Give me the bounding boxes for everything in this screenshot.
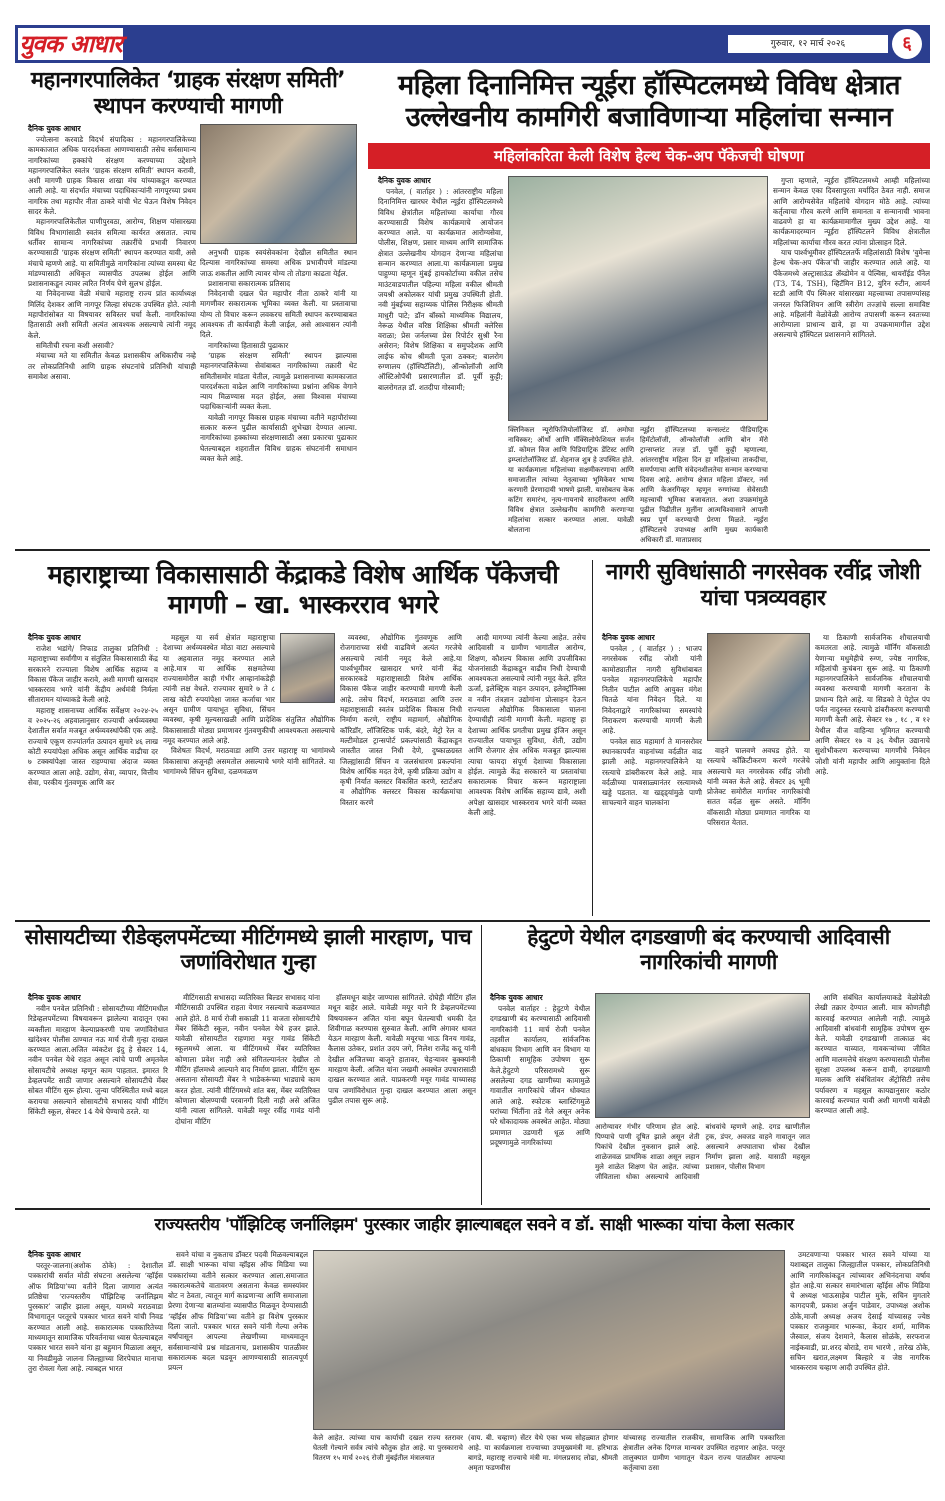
article-headline: हेदुटणे येथील दगडखाणी बंद करण्याची आदिवासी नागरिकांची मागणी — [527, 925, 890, 975]
paragraph: महसूल या सर्व क्षेत्रांत महाराष्ट्राचा देशाच्या अर्थव्यवस्थेत मोठा वाटा असल्याचे या अहवालात नमूद करण्यात आले आहे.मात्र या आर्थिक सक्षमतेच्या राज्यासमोरील काही गंभीर आव्हानांकडेही त्यांनी लक्ष वेधले. राज्यावर सुमारे ७ ते ८ लाख कोटी रुपयांपेक्षा जास्त कर्जाचा भार असून ग्रामीण पायाभूत सुविधा, सिंचन व्यवस्था, कृषी मूल्यसाखळी आणि प्रादेशिक संतुलित औद्योगिक विकासासाठी मोठ्या प्रमाणावर गुंतवणुकीची आवश्यकता असल्याचे नमूद करण्यात आले आहे. — [163, 633, 335, 745]
article-body-column — [200, 248, 357, 543]
article-body-column — [163, 633, 335, 916]
article-body-column — [790, 1250, 930, 1491]
paragraph: नवीन पनवेल प्रतिनिधी : सोसायटीच्या मीटिंगमधील रिडेव्हलपमेंटच्या विषयावरून झालेल्या वादातून एका व्यक्तीला मारहाण केल्याप्रकरणी पाच जणांविरोधात खांदेश्वर पोलीस ठाण्यात नऊ मार्च रोजी गुन्हा दाखल करण्यात आला.अजित व्यंकटेश इंदु हे सेक्टर 14, नवीन पनवेल येथे राहत असून त्यांचे पाणी अमृतवेल सोसायटीचे अध्यक्ष म्हणून काम पाहतात. इमारत रि डेव्हलपमेंट साठी जाणार असल्याने सोसायटीचे मेंबर सोबत मीटिंग सुरू होत्या. जुन्या परिस्थितीत मध्ये बदल करायचा असल्याने सोसायटीचे सभासद यांची मीटिंग सिंकेटी स्कूल, सेक्टर 14 येथे घेण्याचे ठरले. या — [28, 1004, 168, 1116]
article-body-column — [313, 1433, 463, 1491]
paragraph: पनवेल, ( वार्ताहर ) : आंतरराष्ट्रीय महिला दिनानिमित्त खारघर येथील न्यूईरा हॉस्पिटलमध्ये विविध क्षेत्रांतील महिलांच्या कार्याचा गौरव करण्यासाठी विशेष कार्यक्रमाचे आयोजन करण्यात आले. या कार्यक्रमात आरोग्यसेवा, पोलीस, शिक्षण, प्रसार माध्यम आणि सामाजिक क्षेत्रात उल्लेखनीय योगदान देणाऱ्या महिलांचा सन्मान करण्यात आला.या कार्यक्रमाला प्रमुख पाहुण्या म्हणून मुंबई हायकोर्टाच्या वकील तसेच माउंटवाडपातील पहिल्या महिला वकील श्रीमती जयश्री अकोलकर यांची प्रमुख उपस्थिती होती. नवी मुंबईच्या सहाय्यक पोलिस निरीक्षक श्रीमती माधुरी पाटे; डॉन बॉस्को माध्यमिक विद्यालय, नेरूळ येथील वरिष्ठ शिक्षिका श्रीमती क्लेरिस वराळा; प्रेस जर्नलच्या प्रेस रिपोर्टर सुश्री रैना असेरान; विशेष शिक्षिका व समुपदेशक आणि लाईफ कोच श्रीमती पूजा ठक्कर; बालरोग रुग्णालय (हॉस्पिटॅलिटी), ऑन्कोलॉजी आणि ऑस्टिओपॅथी प्रसारणातील डॉ. पूर्वी कुट्टी; बालरोगतज्ञ डॉ. शतदीपा गोस्वामी; — [378, 187, 503, 392]
article-body-column — [707, 746, 810, 916]
paragraph: या पुरस्काराचे वितरण १५ मार्च २०२६ रोजी मुंबईतील मंत्रालयात — [313, 1444, 463, 1462]
paragraph: पनवेल साठ महामार्ग ते मानसरोवर स्थानकापर्यंत वाहनांच्या वर्दळीत वाढ झाली आहे. महानगरपालिकेने या रस्त्याचे डांबरीकरण केले आहे. मात्र वर्दळीच्या पावसाळ्यानंतर रस्त्यामध्ये खड्डे पडतात. या खड्ड्यांमुळे पाणी साचल्याने वाहन चालकांना — [602, 736, 702, 808]
article-body-column — [773, 176, 930, 543]
paragraph: आदी मागण्या त्यांनी केल्या आहेत. तसेच आदिवासी व ग्रामीण भागातील आरोग्य, शिक्षण, कौशल्य विकास आणि उपजीविका योजनांसाठी केंद्राकडून वाढीव निधी देण्याची आवश्यकता असल्याचे त्यांनी नमूद केले. हरित ऊर्जा, इलेक्ट्रिक वाहन उत्पादन, इलेक्ट्रॉनिक्स व नवीन तंत्रज्ञान उद्योगांना प्रोत्साहन देऊन राज्याला औद्योगिक विकासाला चालना देण्याचीही त्यांनी मागणी केली. महाराष्ट्र हा देशाच्या आर्थिक प्रगतीचा प्रमुख इंजिन असून राज्यातील पायाभूत सुविधा, शेती, उद्योग आणि रोजगार क्षेत्र अधिक मजबूत झाल्यास त्याचा फायदा संपूर्ण देशाच्या विकासाला होईल. त्यामुळे केंद्र सरकारने या प्रस्तावांचा सकारात्मक विचार करून महाराष्ट्राला आवश्यक विशेष आर्थिक सहाय्य द्यावे, अशी अपेक्षा खासदार भास्करराव भगरे यांनी व्यक्त केली आहे. — [468, 633, 586, 818]
portrait-photo — [280, 633, 335, 703]
paragraph: आणि संबंधित कार्यालयाकडे वेळोवेळी लेखी तक्रार देण्यात आली. मात्र कोणतीही कारवाई करण्यात आलेली नाही. त्यामुळे आदिवासी बांधवांनी सामूहिक उपोषण सुरू केले. यावेळी दगडखाणी तात्काळ बंद करण्यात याव्यात, गावकऱ्यांच्या जीवित आणि मालमत्तेचे संरक्षण करण्यासाठी पोलीस सुरक्षा उपलब्ध करून द्यावी, दगडखाणी मालक आणि संबंधितांवर ॲट्रोसिटी तसेच पर्यावरण व महसूल कायद्यानुसार कठोर कारवाई करण्यात यावी अशी मागणी यावेळी करण्यात आली आहे. — [815, 993, 930, 1116]
paragraph: केले आहेत. त्यांच्या याच कार्याची दखल राज्य स्तरावर घेतली गेल्याने सर्वत्र त्यांचे कौतुक होत आहे. — [313, 1434, 463, 1452]
article-body-column: (वाय. बी. चव्हाण) सेंटर येथे एका भव्य सोहळ्यात होणार आहे. या कार्यक्रमाला राज्याच्या उपमुख्यमंत्री मा. हरिभाऊ बागडे, महाराष्ट्र राज्याचे मंत्री मा. मंगलप्रसाद लोढा, श्रीमती अमृता फडणवीस — [468, 1434, 618, 1472]
article-body-column — [340, 633, 462, 916]
paragraph: ‘ग्राहक संरक्षण समिती’ स्थापन झाल्यास महानगरपालिकेच्या सेवांबाबत नागरिकांच्या तक्रारी थेट समितीसमोर मांडता येतील, त्यामुळे प्रशासनाच्या कामकाजात पारदर्शकता वाढेल आणि नागरिकांच्या प्रश्नांना अधिक वेगाने न्याय मिळण्यास मदत होईल, असा विश्वास मंचाच्या पदाधिकाऱ्यांनी व्यक्त केला. — [200, 350, 357, 412]
article-body-column — [28, 1004, 168, 1204]
article-byline: दैनिक युवक आधार — [378, 176, 431, 185]
subheading: प्रशासनाचा सकारात्मक प्रतिसाद — [208, 278, 291, 288]
article-photo — [595, 993, 810, 1118]
article-headline: महाराष्ट्राच्या विकासासाठी केंद्राकडे विशेष आर्थिक पॅकेजची मागणी – खा. भास्करराव भगरे — [47, 560, 559, 619]
paragraph: हॉलमधून बाहेर जाण्यास सांगितले. दोघेही मीटिंग हॉल मधून बाहेर आले. यावेळी मयूर याने रि डेव्हलपमेंटच्या विषयावरून अजित यांना बघून घेतल्याची धमकी देत शिवीगाळ करण्यास सुरुवात केली. आणि अंगावर धावत येऊन मारहाण केली. यावेळी मयूरचा भाऊ विनय गावंड, कैलास उतेकर, प्रशांत उदय जगे, निलेश राजेंद्र कदू यांनी देखील अजितच्या बाजूने हातावर, चेहऱ्यावर बुक्क्यांनी मारहाण केली. अजित यांना जखमी अवस्थेत उपचारासाठी दाखल करण्यात आले. याप्रकरणी मयूर गावंड याच्यासह पाच जणांविरोधात गुन्हा दाखल करण्यात आला असून पुढील तपास सुरू आहे. — [328, 993, 476, 1105]
paragraph: पनवेल वार्ताहर : हेदुटणे येथील दगडखाणी बंद करण्यासाठी आदिवासी नागरिकांनी 11 मार्च रोजी पनवेल तहसील कार्यालय, सांर्वजनिक बांधकाम विभाग आणि वन विभाग या ठिकाणी सामूहिक उपोषण सुरू केले.हेदुटणे परिसरामध्ये सुरू असलेल्या दगड खाणीच्या कामामुळे गावातील नागरिकांचे जीवन धोक्यात आले आहे. स्फोटक ब्लास्टिंगमुळे घरांच्या भिंतींना तडे गेले असून अनेक घरे धोकादायक अवस्थेत आहेत. मोठ्या प्रमाणात उडणारी धूळ आणि प्रदूषणामुळे नागरिकांच्या — [490, 1004, 590, 1147]
article-body-column — [168, 1250, 308, 1491]
article-body-column: क्लिनिकल न्यूरोफिजियोलॉजिस्ट डॉ. अमोघा नाविस्कर; ऑर्थो आणि मॅक्सिलोफेशियल सर्जन डॉ. कोमल विज आणि पिडियाट्रिक डेंटिस्ट आणि इम्प्लांटोलॉजिस्ट डॉ. शेहनाज शुत्र हे उपस्थित होते. या कार्यक्रमाला महिलांच्या सक्षमीकरणाचा आणि समाजातील त्यांच्या नेतृत्वाच्या भूमिकेवर भाष्य करणारी प्रेरणादायी भाषणे झाली. यासोबतच केक कटिंग समारंभ, नृत्य-गायनाचे सादरीकरण आणि विविध क्षेत्रात उल्लेखनीय कामगिरी करणाऱ्या महिलांचा सत्कार करण्यात आला. यावेळी बोलताना — [508, 426, 634, 534]
article-body-column: न्यूईरा हॉस्पिटलच्या कन्सल्टंट पीडियाट्रिक हिमॅटोलॉजी, ऑन्कोलॉजी आणि बोन मॅरो ट्रान्सप्लांट तज्ज्ञ डॉ. पूर्वी कुट्टी म्हणाल्या, आंतरराष्ट्रीय महिला दिन हा महिलांच्या ताकदीचा, समर्पणाचा आणि संवेदनशीलतेचा सन्मान करण्याचा दिवस आहे. आरोग्य क्षेत्रात महिला डॉक्टर, नर्स आणि केअरगिव्हर म्हणून रुग्णांच्या सेवेसाठी महत्त्वाची भूमिका बजावतात. अशा उपक्रमांमुळे पुढील पिढीतील मुलींना आत्मविश्वासाने आपली स्वप्न पूर्ण करण्याची प्रेरणा मिळते. न्यूईरा हॉस्पिटलचे उपाध्यक्ष आणि मुख्य कार्यकारी अधिकारी डॉ. माताप्रसाद — [640, 426, 768, 543]
article-headline: राज्यस्तरीय 'पॉझिटिव्ह जर्नालिझम' पुरस्कार जाहीर झाल्याबद्दल सवने व डॉ. साक्षी भारूका यांचा केला सत्कार — [154, 1215, 794, 1235]
article-body-column — [28, 135, 196, 543]
paragraph: परतूर-जालना(अशोक ठोके) : देशातील पत्रकारांची सर्वात मोठी संघटना असलेल्या ‘व्हॉईस ऑफ मिडिया’च्या वतीने दिला जाणारा अत्यंत प्रतिष्ठेचा ‘राज्यस्तरीय पॉझिटिव्ह जर्नालिझम पुरस्कार’ जाहीर झाला असून, यामध्ये मराठवाडा विभागातून परतूरचे पत्रकार भारत सवने यांची निवड करण्यात आली आहे. सकारात्मक पत्रकारितेच्या माध्यमातून सामाजिक परिवर्तनाचा ध्यास घेतल्याबद्दल पत्रकार भारत सवने यांना हा बहुमान मिळाला असून, या निवडीमुळे जालना जिल्ह्याच्या शिरपेचात मानाचा तुरा रोवला गेला आहे. त्याबद्दल भारत — [28, 1261, 163, 1373]
article-photo — [313, 1250, 785, 1430]
article-body-column — [468, 633, 586, 916]
paragraph: राजेश भडांगे/ निफाड तालुका प्रतिनिधी : महाराष्ट्राच्या सर्वांगीण व संतुलित विकासासाठी केंद्र सरकारने राज्याला विशेष आर्थिक सहाय्य व विकास पॅकेज जाहीर करावे, अशी मागणी खासदार भास्करराव भगरे यांनी केंद्रीय अर्थमंत्री निर्मला सीतारामन यांच्याकडे केली आहे. — [28, 644, 158, 705]
article-body-column — [328, 993, 476, 1204]
subheading: नागरिकांच्या हितासाठी पुढाकार — [208, 340, 289, 350]
article-body-column — [175, 993, 320, 1204]
section-divider — [15, 920, 930, 922]
paragraph: निवेदनाची दखल घेत महापौर नीता ठाकरे यांनी या मागणीवर सकारात्मक भूमिका व्यक्त केली. या प्रस्तावाचा योग्य तो विचार करून लवकरच समिती स्थापन करण्याबाबत आवश्यक ती कार्यवाही केली जाईल, असे आश्वासन त्यांनी दिले. — [200, 289, 357, 340]
article-subheadline: महिलांकरिता केली विशेष हेल्थ चेक-अप पॅकेजची घोषणा — [368, 143, 930, 169]
paragraph: गुप्ता म्हणाले, न्यूईरा हॉस्पिटलमध्ये आम्ही महिलांच्या सन्मान केवळ एका दिवसापुरता मर्यादित ठेवत नाही. समाज आणि आरोग्यसेवेत महिलांचे योगदान मोठे आहे. त्यांच्या कर्तृत्वाचा गौरव करणे आणि समानता व सन्मानाची भावना वाढवणे हा या कार्यक्रमामागील मुख्य उद्देश आहे. या कार्यक्रमादरम्यान न्यूईरा हॉस्पिटलने विविध क्षेत्रातील महिलांच्या कार्याचा गौरव करत त्यांना प्रोत्साहन दिले. — [773, 176, 930, 247]
paragraph: यावेळी नागपूर विकास ग्राहक मंचाच्या वतीने महापौरांच्या सत्कार करून पुढील कार्यासाठी शुभेच्छा देण्यात आल्या. नागरिकांच्या हक्कांच्या संरक्षणासाठी असा प्रकारचा पुढाकार घेतल्याबद्दल शहरातील विविध ग्राहक संघटनांनी समाधान व्यक्त केले आहे. — [200, 412, 357, 463]
article-body-column: यांच्यासह राज्यातील राजकीय, सामाजिक आणि पत्रकारिता क्षेत्रातील अनेक दिग्गज मान्यवर उपस्थित राहणार आहेत. परतूर तालुक्यात ग्रामीण भागातून येऊन राज्य पातळीवर आपल्या कर्तृत्वाचा ठसा — [623, 1434, 785, 1472]
paragraph: या निवेदनाच्या वेळी मंचाचे महाराष्ट्र राज्य प्रांत कार्याध्यक्ष मिलिंद देशकर आणि नागपूर जिल्हा संघटक उपस्थित होते. त्यांनी महापौरांसोबत या विषयावर सविस्तर चर्चा केली. नागरिकांच्या हितासाठी अशी समिती अत्यंत आवश्यक असल्याचे त्यांनी नमूद केले. — [28, 289, 196, 340]
article-headline: महानगरपालिकेत ‘ग्राहक संरक्षण समिती’ स्थापन करण्याची मागणी — [30, 68, 346, 120]
subheading: समितीची रचना कशी असावी? — [36, 340, 114, 350]
paragraph: या ठिकाणी सार्वजनिक शौचालयाची कमतरता आहे. त्यामुळे मॉर्निंग वॉकसाठी येणाऱ्या मधुमेहीचे रुग्ण, ज्येष्ठ नागरिक, महिलांची कुचंबना सुरू आहे. या ठिकाणी महानगरपालिकेने सार्वजनिक शौचालयाची व्यवस्था करण्याची मागणी करताना के प्राधान्य दिले आहे. या सिडको ते पेट्रोल पंप पर्यंत नादुरुस्त रस्त्याचे डांबरीकरण करण्याची मागणी केली आहे. सेक्टर १७ , १८ , व १२ येथील वीज वाहिन्या भूमिगत करण्याची आणि सेक्टर १७ व ३६ येथील उद्यानाचे सुशोभीकरण करण्याच्या मागणीचे निवेदन जोशी यांनी महापौर आणि आयुक्तांना दिले आहे. — [815, 633, 930, 776]
article-photo — [200, 124, 357, 244]
article-body-column: आरोग्यावर गंभीर परिणाम होत आहे. पिण्याचे पाणी दूषित झाले असून शेती पिकांचे देखील नुकसान झाले आहे. शाळेजवळ प्राथमिक शाळा असून लहान मुले शाळेत शिक्षण घेत आहेत. त्यांच्या जीविताला धोका असल्याचे आदिवासी बांधवांचे म्हणणे आहे. दगड खाणीतील ट्रक, डंपर, अवजड वाहने गावातून जात असल्याने अपघाताचा धोका देखील निर्माण झाला आहे. यासाठी महसूल प्रशासन, पोलीस विभाग — [595, 1123, 810, 1181]
article-byline: दैनिक युवक आधार — [602, 633, 655, 642]
article-headline: नागरी सुविधांसाठी नगरसेवक रवींद्र जोशी यांचा पत्रव्यवहार — [605, 560, 921, 612]
article-body-column — [378, 187, 503, 543]
newspaper-logo: युवक आधार — [19, 30, 122, 58]
article-body-column — [28, 644, 158, 916]
article-photo — [508, 176, 768, 421]
article-headline: सोसायटीच्या रीडेव्हलपमेंटच्या मीटिंगमध्ये झाली मारहाण, पाच जणांविरोधात गुन्हा — [24, 925, 472, 975]
paragraph: महानगरपालिकेतील पाणीपुरवठा, आरोग्य, शिक्षण यांसारख्या विविध विभागांसाठी स्वतंत्र समित्या कार्यरत असतात. त्याच धर्तीवर सामान्य नागरिकांच्या तक्रारींचे प्रभावी निवारण करण्यासाठी ‘ग्राहक संरक्षण समिती’ स्थापन करण्यात यावी, असे मंचाचे म्हणणे आहे. या समितीमुळे नागरिकांना त्यांच्या समस्या थेट मांडण्यासाठी अधिकृत व्यासपीठ उपलब्ध होईल आणि प्रशासनाकडून त्यावर त्वरित निर्णय घेणे सुलभ होईल. — [28, 217, 196, 289]
article-body-column — [815, 993, 930, 1204]
paragraph: व्यवस्था, औद्योगिक गुंतवणूक आणि रोजगाराच्या संधी वाढविणे अत्यंत गरजेचे असल्याचे त्यांनी नमूद केले आहे.या पार्श्वभूमीवर खासदार भगरे यांनी केंद्र सरकारकडे महाराष्ट्रासाठी विशेष आर्थिक विकास पॅकेज जाहीर करण्याची मागणी केली आहे. तसेच विदर्भ, मराठवाडा आणि उत्तर महाराष्ट्रासाठी स्वतंत्र प्रादेशिक विकास निधी निर्माण करणे, राष्ट्रीय महामार्ग, औद्योगिक कॉरिडॉर, लॉजिस्टिक पार्क, बंदरे, मेट्रो रेल व मल्टीमोडल ट्रान्सपोर्ट प्रकल्पांसाठी केंद्राकडून जास्तीत जास्त निधी देणे, दुष्काळग्रस्त जिल्ह्यांसाठी सिंचन व जलसंधारण प्रकल्पांना विशेष आर्थिक मदत देणे, कृषी प्रक्रिया उद्योग व कृषी निर्यात क्लस्टर विकसित करणे, स्टार्टअप व औद्योगिक क्लस्टर विकास कार्यक्रमांचा विस्तार करणे — [340, 633, 462, 807]
article-byline: दैनिक युवक आधार — [28, 1250, 81, 1259]
article-body-column — [28, 1261, 163, 1491]
paragraph: वाहने चालवणे अवघड होते. या रस्त्याचे कॉंक्रिटीकरण करणे गरजेचे असल्याचे मत नगरसेवक रवींद्र जोशी यांनी व्यक्त केले आहे. सेक्टर ३६ भूमी प्रोजेक्ट समोरील मार्गावर नागरिकांची सतत वर्दळ सुरू असते. मॉर्निंग वॉकसाठी मोठ्या प्रमाणात नागरिक या परिसरात येतात. — [707, 746, 810, 828]
section-divider — [15, 1208, 930, 1210]
paragraph: पनवेल , ( वार्ताहर ) : भाजप नगरसेवक रवींद्र जोशी यांनी कामोठ्यातील नागरी सुविधांबाबत पनवेल महानगरपालिकेचे महापौर नितीन पाटील आणि आयुक्त मंगेश चितळे यांना निवेदन दिले. या निवेदनाद्वारे नागरिकांच्या समस्यांचे निराकरण करण्याची मागणी केली आहे. — [602, 644, 702, 736]
article-photo — [707, 633, 810, 741]
masthead — [15, 25, 930, 63]
paragraph: सवने यांचा व नुकताच डॉक्टर पदवी मिळवल्याबद्दल डॉ. साक्षी भारूका यांचा व्हॉइस ऑफ मिडिया च्या पत्रकारांच्या वतीने सत्कार करण्यात आला.समाजात नकारात्मकतेचे वातावरण असताना केवळ समस्यांवर बोट न ठेवता, त्यातून मार्ग काढणाऱ्या आणि समाजाला प्रेरणा देणाऱ्या बातम्यांना व्यासपीठ मिळवून देण्यासाठी ‘व्हॉईस ऑफ मिडिया’च्या वतीने हा विशेष पुरस्कार दिला जातो. पत्रकार भारत सवने यांनी गेल्या अनेक वर्षांपासून आपल्या लेखणीच्या माध्यमातून सर्वसामान्यांचे प्रश्न मांडतानाच, प्रशासकीय पातळीवर सकारात्मक बदल घडवून आणण्यासाठी सातत्यपूर्ण प्रयत्न — [168, 1250, 308, 1373]
paragraph: ज्योत्सना करवाडे विदर्भ संपादिका : महानगरपालिकेच्या कामकाजात अधिक पारदर्शकता आणण्यासाठी तसेच सर्वसामान्य नागरिकांच्या हक्कांचे संरक्षण करण्याच्या उद्देशाने महानगरपालिकेत स्वतंत्र ‘ग्राहक संरक्षण समिती’ स्थापन करावी, अशी मागणी ग्राहक विकास शाखा मंच यांच्याकडून करण्यात आली आहे. या संदर्भात मंचाच्या पदाधिकाऱ्यांनी नागपूरच्या प्रथम नागरिक तथा महापौर नीता ठाकरे यांची भेट घेऊन विशेष निवेदन सादर केले. — [28, 135, 196, 217]
column-divider — [592, 560, 593, 916]
article-byline: दैनिक युवक आधार — [28, 124, 81, 133]
article-body-column — [490, 1004, 590, 1204]
article-byline: दैनिक युवक आधार — [490, 993, 543, 1002]
issue-date: गुरुवार, १२ मार्च २०२६ — [728, 35, 888, 53]
column-divider — [481, 925, 482, 1205]
paragraph: उमटवणाऱ्या पत्रकार भारत सवने यांच्या या यशाबद्दल तालुका जिल्ह्यातील पत्रकार, लोकप्रतिनिधी आणि नागरिकांकडून त्यांच्यावर अभिनंदनाचा वर्षाव होत आहे.या सत्कार समारंभाला व्हॉईस ऑफ मिडिया चे अध्यक्ष भाऊसाहेब पाटील मुके, सचिन मुगतारे कागदपत्री, प्रकाश अर्जुन पाडेवार, उपाध्यक्ष अशोक ठोके,माजी अध्यक्ष अजय देसाई यांच्यासह ज्येष्ठ पत्रकार राजकुमार भारूका, केदार शर्मा, माणिक जैस्वाल, संजय देशमाने, कैलास सोळंके, सरफराज नाईकवाडी, प्रा.शरद बोराडे, राम भारणे , तारेख ठोके, सचिन खरात,लक्ष्मण बिल्हारे व जेष्ठ नागरिक भास्करराव चव्हाण आदी उपस्थित होते. — [790, 1250, 930, 1373]
paragraph: मीटिंगसाठी सभासदा व्यतिरिक्त बिल्डर सभासद यांना मीटिंगसाठी उपस्थित राहता येणार नसल्याचे कळवण्यात आले होते. 8 मार्च रोजी सकाळी 11 वाजता सोसायटीचे मेंबर सिंकेटी स्कूल, नवीन पनवेल येथे हजर झाले. यावेळी सोसायटीत राहणारा मयूर गावंड सिंकेटी स्कूलमध्ये आला. या मीटिंगमध्ये मेंबर व्यतिरिक्त कोणाला प्रवेश नाही असे संगितल्यानंतर देखील तो मीटिंग हॉलमध्ये आल्याने वाद निर्माण झाला. मीटिंग सुरू असताना सोसायटी मेंबर ने भाडेकरूंच्या भाड्याचे काम करत होता. त्यांनी मीटिंगमध्ये शांत बस, मेंबर व्यतिरिक्त कोणाला बोलण्याची परवानगी दिली नाही असे अजित यांनी त्याला सांगितले. यावेळी मयूर रवींद्र गावंड यांनी दोघांना मीटिंग — [175, 993, 320, 1126]
article-body-column — [815, 633, 930, 916]
article-byline: दैनिक युवक आधार — [28, 993, 81, 1002]
article-body-column — [602, 644, 702, 916]
article-headline: महिला दिनानिमित्त न्यूईरा हॉस्पिटलमध्ये विविध क्षेत्रात उल्लेखनीय कामगिरी बजाविणाऱ्या महिलांचा सन्मान — [397, 70, 901, 134]
paragraph: महाराष्ट्र शासनाच्या आर्थिक सर्वेक्षण २०२४-२५ व २०२५-२६ अहवालानुसार राज्याची अर्थव्यवस्था देशातील सर्वात मजबूत अर्थव्यवस्थांपैकी एक आहे. राज्याचे एकूण राज्यांतर्गत उत्पादन सुमारे ४६ लाख कोटी रुपयांपेक्षा अधिक असून आर्थिक वाढीचा दर ७ टक्क्यांपेक्षा जास्त राहण्याचा अंदाज व्यक्त करण्यात आला आहे. उद्योग, सेवा, व्यापार, वित्तीय सेवा, परकीय गुंतवणूक आणि कर — [28, 705, 158, 787]
section-divider — [15, 549, 930, 551]
page-number: ६ — [892, 29, 922, 59]
paragraph: विशेषतः विदर्भ, मराठवाडा आणि उत्तर महाराष्ट्र या भागांमध्ये विकासाचा अजूनही असमतोल असल्याचे भगरे यांनी सांगितले. या भागांमध्ये सिंचन सुविधा, दळणवळण — [163, 746, 335, 776]
paragraph: अनुभवी ग्राहक स्वयंसेवकांना देखील समितीत स्थान दिल्यास नागरिकांच्या समस्या अधिक प्रभावीपणे मांडल्या जाऊ शकतील आणि त्यावर योग्य तो तोडगा काढता येईल. — [200, 248, 357, 278]
paragraph: याच पार्श्वभूमीवर हॉस्पिटलतर्फे महिलांसाठी विशेष ‘वुमेन्स हेल्थ चेक-अप पॅकेज’ची जाहीर करण्यात आले आहे. या पॅकेजमध्ये अल्ट्रासाऊंड ॲब्डोमेन व पेल्विस, थायरॉईड पॅनेल (T3, T4, TSH), व्हिटॅमिन B12, युरिन रुटीन, आयर्न स्टडी आणि पॅप स्मिअर यांसारख्या महत्त्वाच्या तपासण्यांसह जनरल फिजिशियन आणि स्त्रीरोग तज्ज्ञांचे सल्ला समाविष्ट आहे. महिलांनी वेळोवेळी आरोग्य तपासणी करून स्वतःच्या आरोग्याला प्राधान्य द्यावे, हा या उपक्रमामागील उद्देश असल्याचे हॉस्पिटल प्रशासनाने सांगितले. — [773, 248, 930, 340]
paragraph: मंचाच्या मते या समितीत केवळ प्रशासकीय अधिकारीच नव्हे तर लोकप्रतिनिधी आणि ग्राहक संघटनांचे प्रतिनिधी यांचाही समावेश असावा. — [28, 351, 196, 381]
article-byline: दैनिक युवक आधार — [28, 633, 81, 642]
